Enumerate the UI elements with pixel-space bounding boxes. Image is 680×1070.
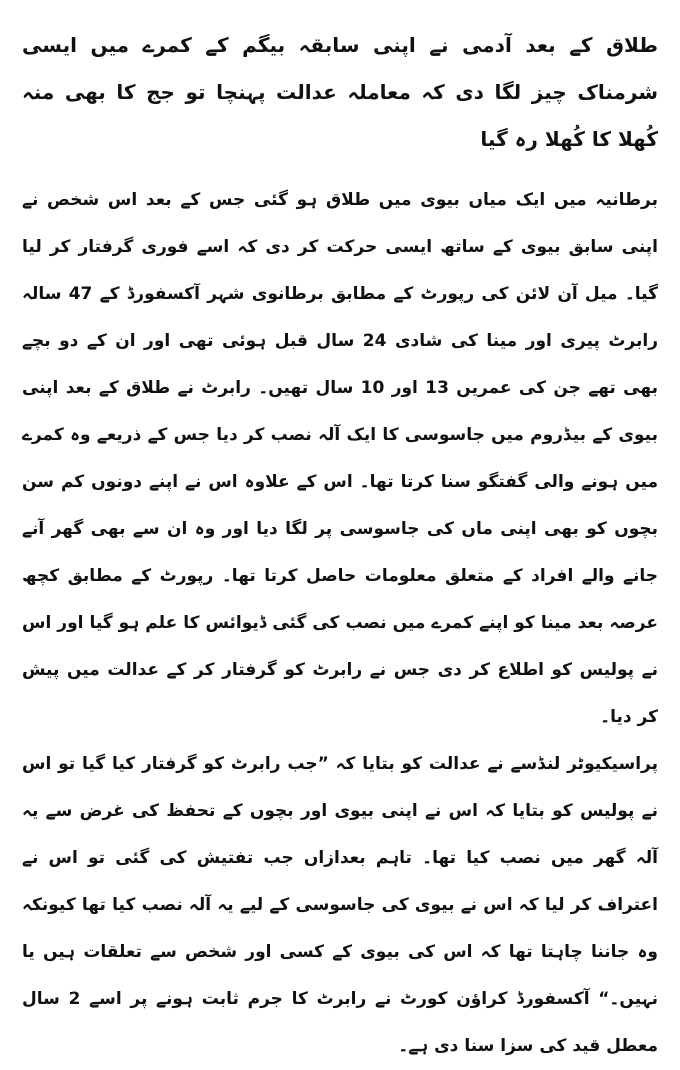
article-headline: طلاق کے بعد آدمی نے اپنی سابقہ بیگم کے کمرے میں ایسی شرمناک چیز لگا دی کہ معاملہ عدالت پہنچا تو جج کا بھی منہ کُھلا کا کُھلا رہ گیا	[22, 33, 658, 151]
article-paragraph-1: برطانیہ میں ایک میاں بیوی میں طلاق ہو گئی جس کے بعد اس شخص نے اپنی سابق بیوی کے ساتھ ایسی حرکت کر دی کہ اسے فوری گرفتار کر لیا گیا۔ میل آن لائن کی رپورٹ کے مطابق برطانوی شہر آکسفورڈ کے 47 سالہ رابرٹ پیری اور مینا کی شادی 24 سال قبل ہوئی تھی اور ان کے دو بچے بھی تھے جن کی عمریں 13 اور 10 سال تھیں۔ رابرٹ نے طلاق کے بعد اپنی بیوی کے بیڈروم میں جاسوسی کا ایک آلہ نصب کر دیا جس کے ذریعے وہ کمرے میں ہونے والی گفتگو سنا کرتا تھا۔ اس کے علاوہ اس نے اپنے دونوں کم سن بچوں کو بھی اپنی ماں کی جاسوسی پر لگا دیا اور وہ ان سے بھی گھر آنے جانے والے افراد کے متعلق معلومات حاصل کرتا تھا۔ رپورٹ کے مطابق کچھ عرصہ بعد مینا کو اپنے کمرے میں نصب کی گئی ڈیوائس کا علم ہو گیا اور اس نے پولیس کو اطلاع کر دی جس نے رابرٹ کو گرفتار کر کے عدالت میں پیش کر دیا۔	[22, 190, 658, 727]
article-paragraph-2: پراسیکیوٹر لنڈسے نے عدالت کو بتایا کہ ”جب رابرٹ کو گرفتار کیا گیا تو اس نے پولیس کو بتایا کہ اس نے اپنی بیوی اور بچوں کے تحفظ کی غرض سے یہ آلہ گھر میں نصب کیا تھا۔ تاہم بعدازاں جب تفتیش کی گئی تو اس نے اعتراف کر لیا کہ اس نے بیوی کی جاسوسی کے لیے یہ آلہ نصب کیا تھا کیونکہ وہ جاننا چاہتا تھا کہ اس کی بیوی کے کسی اور شخص سے تعلقات ہیں یا نہیں۔“ آکسفورڈ کراؤن کورٹ نے رابرٹ کا جرم ثابت ہونے پر اسے 2 سال معطل قید کی سزا سنا دی ہے۔	[22, 754, 658, 1056]
